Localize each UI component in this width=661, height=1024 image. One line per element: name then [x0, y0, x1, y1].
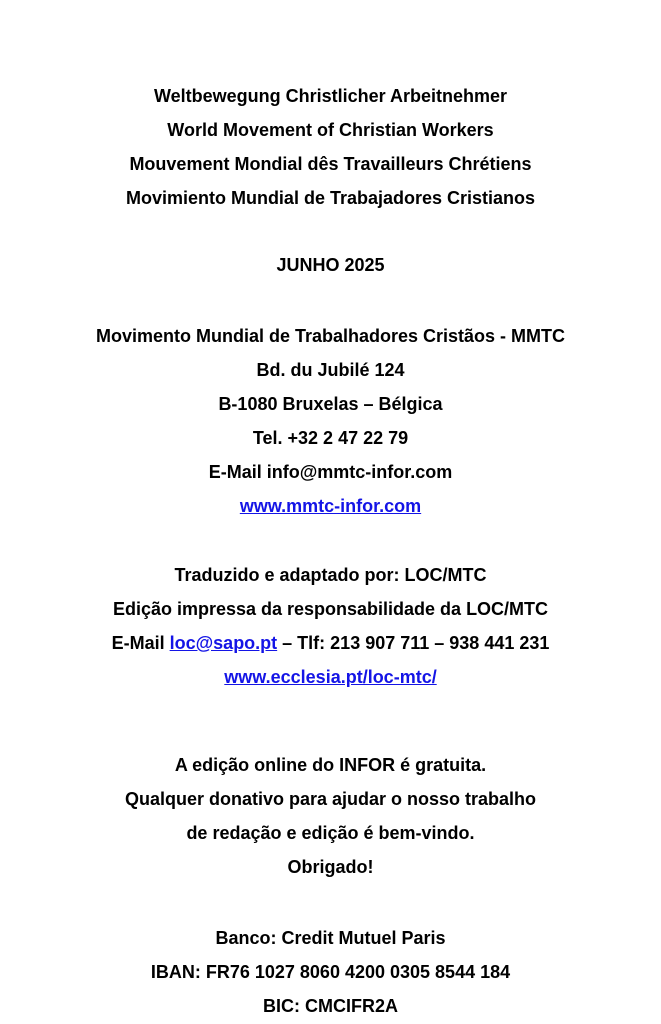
bank-name: Banco: Credit Mutuel Paris	[215, 928, 446, 948]
printed-by: Edição impressa da responsabilidade da LOC/MTC	[112, 599, 549, 619]
org-names-block	[0, 79, 661, 215]
address-phone: Tel. +32 2 47 22 79	[252, 428, 409, 448]
bank-bic: BIC: CMCIFR2A	[263, 996, 398, 1016]
loc-website-link[interactable]: www.ecclesia.pt/loc-mtc/	[224, 667, 437, 687]
spacer	[0, 215, 661, 248]
donation-block	[0, 748, 661, 884]
address-block	[0, 319, 661, 523]
spacer	[0, 884, 661, 921]
org-name-french: Mouvement Mondial dês Travailleurs Chrétiens	[129, 154, 532, 174]
address-org-name: Movimento Mundial de Trabalhadores Cristãos - MMTC	[95, 326, 566, 346]
donation-line-1: A edição online do INFOR é gratuita.	[174, 755, 487, 775]
spacer	[0, 282, 661, 319]
loc-phone-suffix: – Tlf: 213 907 711 – 938 441 231	[277, 633, 550, 653]
edition-block	[0, 558, 661, 694]
address-city: B-1080 Bruxelas – Bélgica	[218, 394, 443, 414]
spacer	[0, 694, 661, 748]
address-email: E-Mail info@mmtc-infor.com	[208, 462, 453, 482]
loc-contact-line	[0, 626, 661, 660]
mmtc-website-link[interactable]: www.mmtc-infor.com	[239, 496, 422, 516]
address-street: Bd. du Jubilé 124	[256, 360, 405, 380]
loc-website-line	[0, 660, 661, 694]
spacer	[0, 523, 661, 558]
issue-date: JUNHO 2025	[276, 255, 385, 275]
org-name-german: Weltbewegung Christlicher Arbeitnehmer	[153, 86, 508, 106]
translated-by: Traduzido e adaptado por: LOC/MTC	[174, 565, 487, 585]
org-name-english: World Movement of Christian Workers	[167, 120, 494, 140]
donation-line-2: Qualquer donativo para ajudar o nosso trabalho	[124, 789, 537, 809]
loc-email-prefix: E-Mail	[111, 633, 170, 653]
org-name-spanish: Movimiento Mundial de Trabajadores Cristianos	[125, 188, 536, 208]
donation-thanks: Obrigado!	[287, 857, 374, 877]
bank-block	[0, 921, 661, 1023]
bank-iban: IBAN: FR76 1027 8060 4200 0305 8544 184	[150, 962, 511, 982]
mmtc-website-line	[0, 489, 661, 523]
loc-email-link[interactable]: loc@sapo.pt	[169, 633, 278, 653]
donation-line-3: de redação e edição é bem-vindo.	[186, 823, 475, 843]
